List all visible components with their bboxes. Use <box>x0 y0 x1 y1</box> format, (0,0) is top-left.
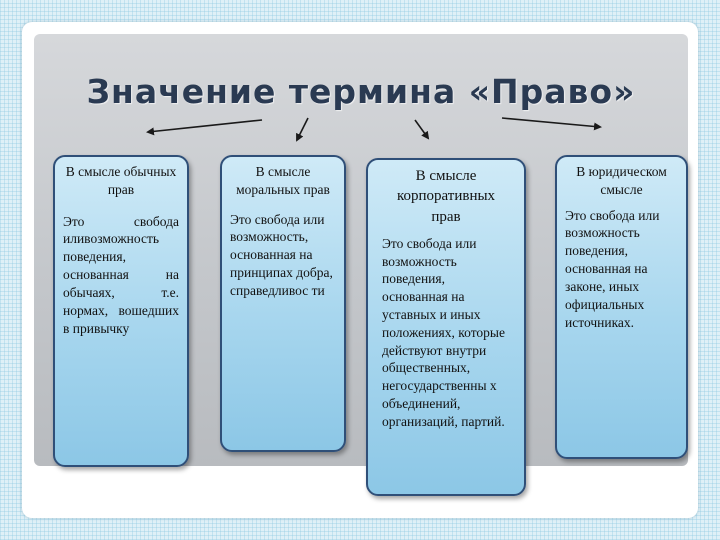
card-moral-rights <box>220 155 346 452</box>
card-body: Это свобода иливозможность поведения, основанная на обычаях, т.е. нормах, вошедших в привычку <box>63 213 179 336</box>
card-body: Это свобода или возможность поведения, основанная на законе, иных официальных источниках. <box>565 207 660 330</box>
slide-title: Значение термина «Право» <box>86 72 636 111</box>
card-heading: В смысле обычных прав <box>65 164 177 197</box>
card-body: Это свобода или возможность поведения, основанная на уставных и иных положениях, которые действуют внутри общественных, негосударственны х объединений, организаций, партий. <box>382 235 505 429</box>
card-heading: В смысле моральных прав <box>236 164 330 197</box>
card-customary-rights <box>53 155 189 467</box>
card-body: Это свобода или возможность, основанная на принципах добра, справедливос ти <box>230 211 333 298</box>
card-heading: В смысле корпоративных прав <box>396 168 496 225</box>
card-heading: В юридическом смысле <box>576 164 667 197</box>
card-legal-sense <box>555 155 688 459</box>
card-corporate-rights <box>366 158 526 496</box>
